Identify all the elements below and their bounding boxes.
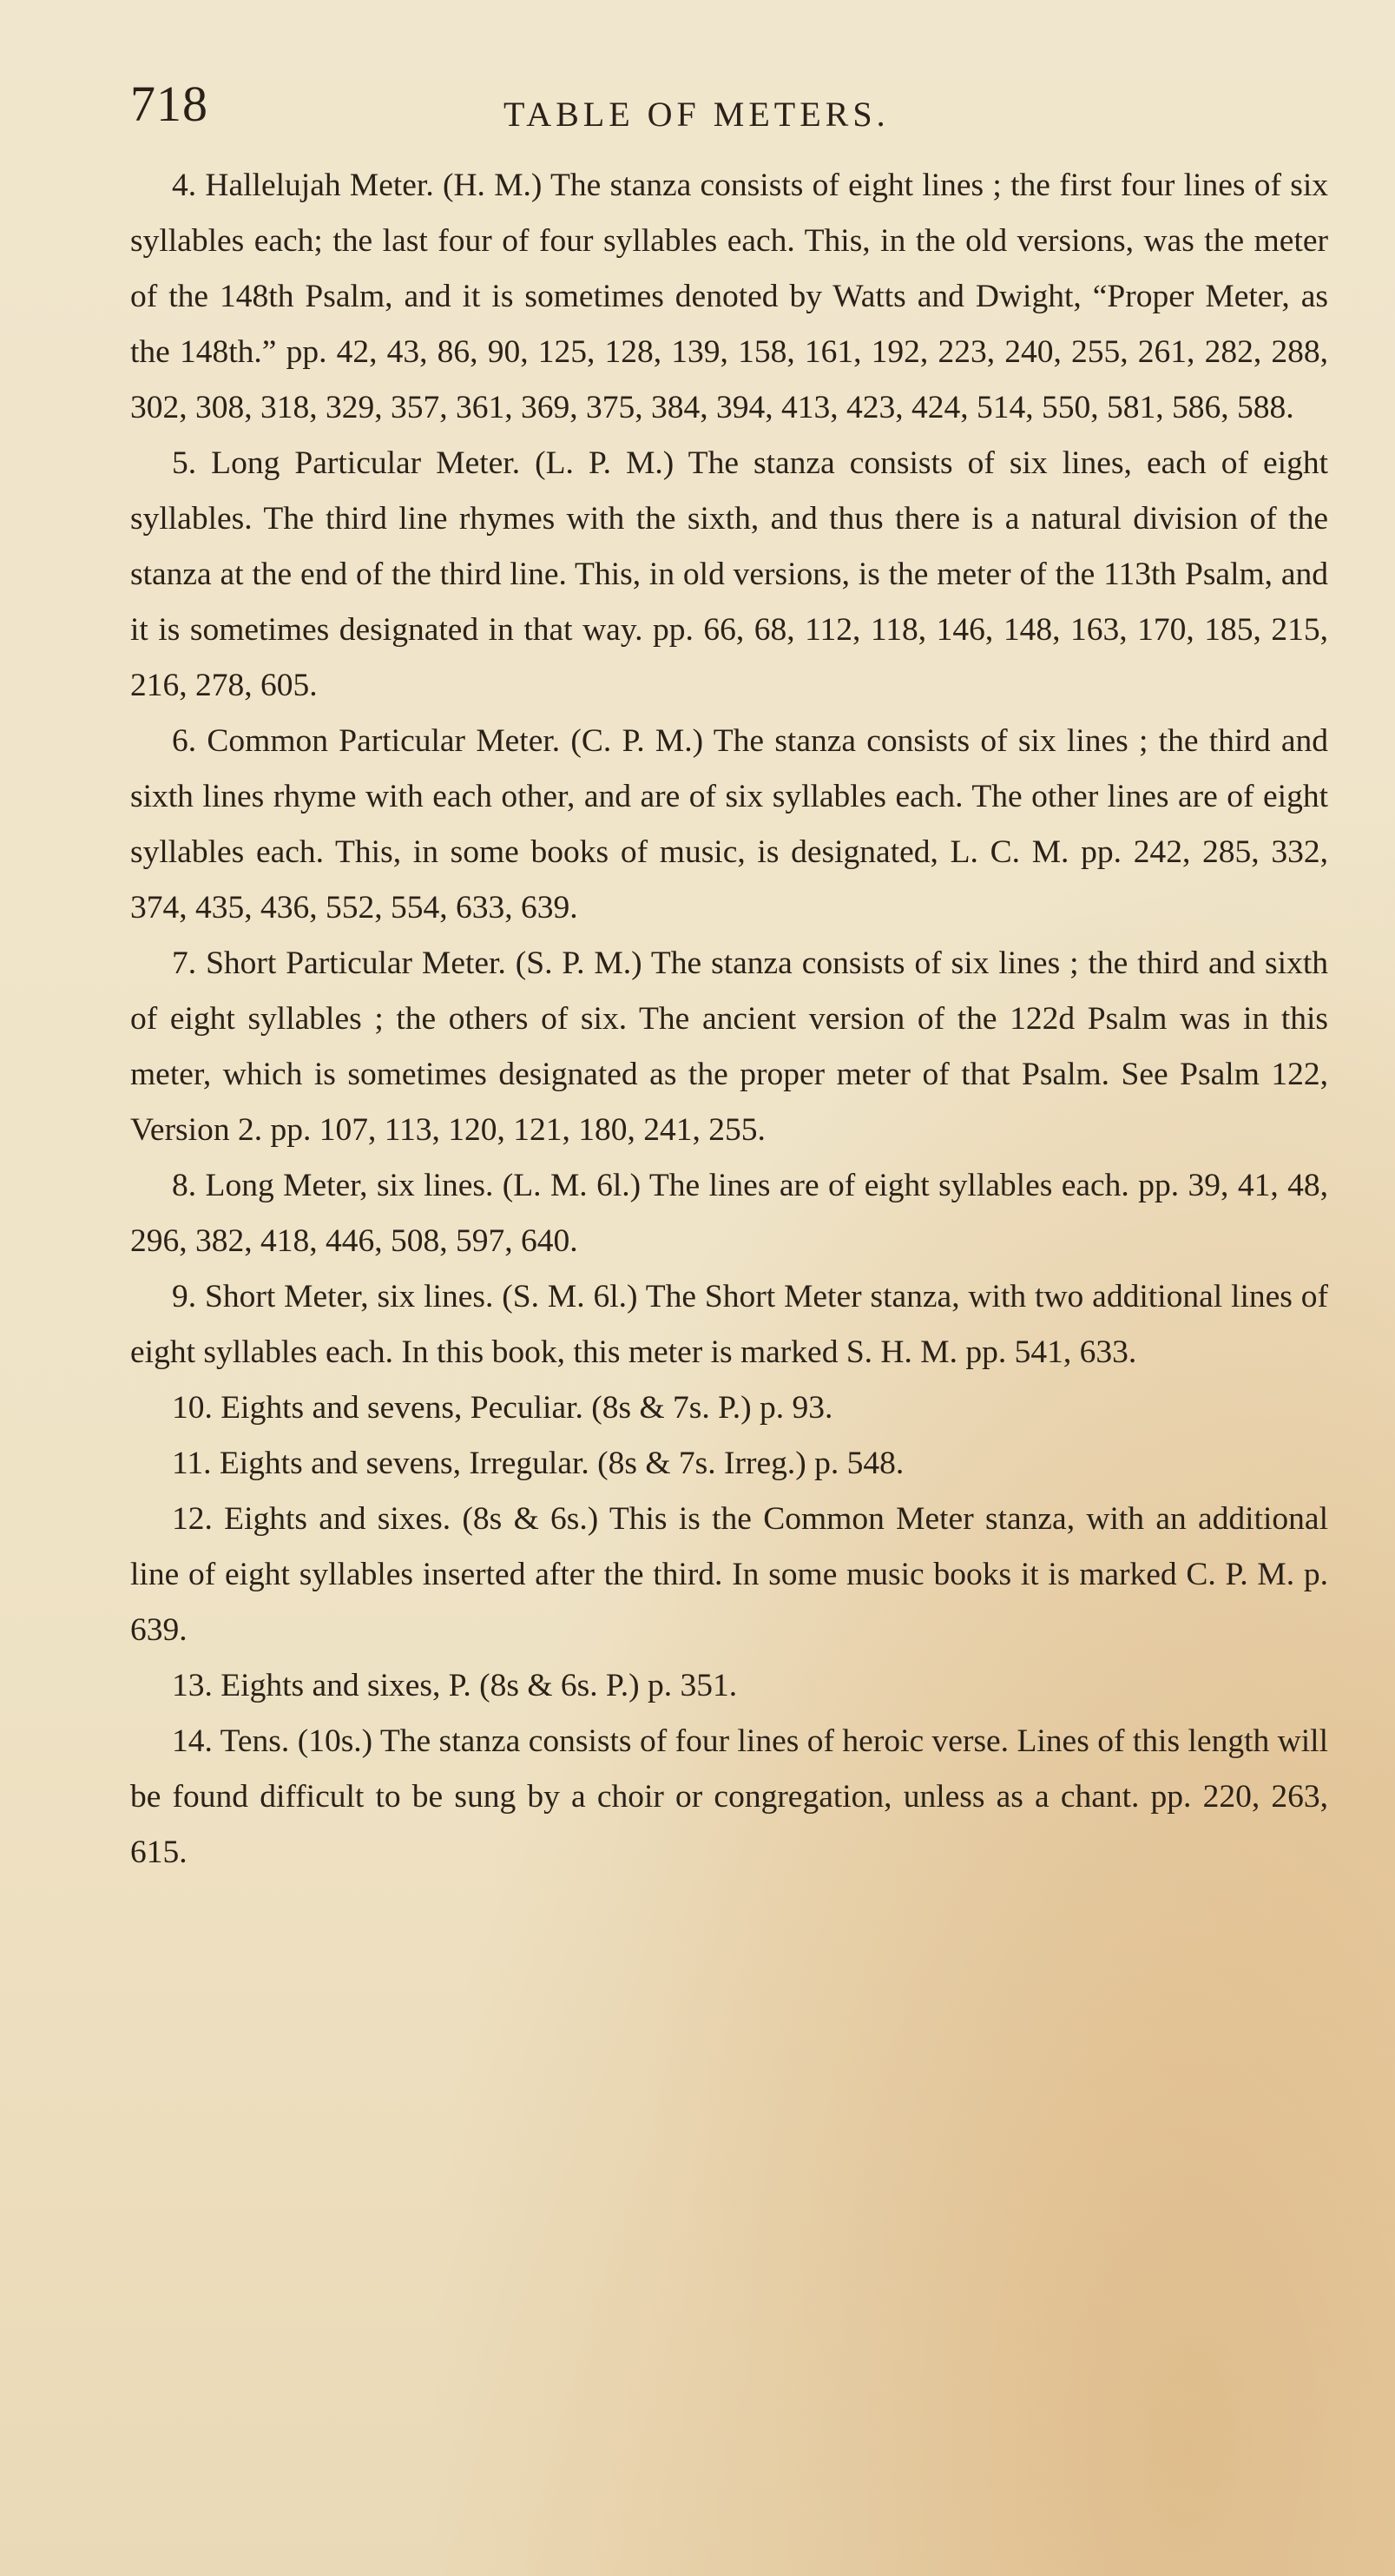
meter-entry-eights-sixes-p: 13. Eights and sixes, P. (8s & 6s. P.) p. 351. — [172, 1668, 738, 1703]
meter-entry-eights-sevens-peculiar: 10. Eights and sevens, Peculiar. (8s & 7s. P.) p. 93. — [172, 1390, 833, 1426]
running-title: TABLE OF METERS. — [503, 95, 890, 134]
meter-entry-eights-sevens-irregular: 11. Eights and sevens, Irregular. (8s & 7s. Irreg.) p. 548. — [172, 1446, 905, 1481]
meter-entry-tens: 14. Tens. (10s.) The stanza consists of four lines of heroic verse. Lines of this length will be found difficult to be sung by a choir or congregation, unless as a chant. pp. 220, 263, 615. — [130, 1723, 1328, 1870]
meter-entry-long-particular: 5. Long Particular Meter. (L. P. M.) The stanza consists of six lines, each of eight syllables. The third line rhymes with the sixth, and thus there is a natural division of the stanza at the end of the third line. This, in old versions, is the meter of the 113th Psalm, and it is sometimes designated in that way. pp. 66, 68, 112, 118, 146, 148, 163, 170, 185, 215, 216, 278, 605. — [130, 445, 1328, 703]
meter-entry-common-particular: 6. Common Particular Meter. (C. P. M.) The stanza consists of six lines ; the third and sixth lines rhyme with each other, and are of six syllables each. The other lines are of eight syllables each. This, in some books of music, is designated, L. C. M. pp. 242, 285, 332, 374, 435, 436, 552, 554, 633, 639. — [130, 723, 1328, 926]
meter-entry-short-particular: 7. Short Particular Meter. (S. P. M.) The stanza consists of six lines ; the third and sixth of eight syllables ; the others of six. The ancient version of the 122d Psalm was in this meter, which is sometimes designated as the proper meter of that Psalm. See Psalm 122, Version 2. pp. 107, 113, 120, 121, 180, 241, 255. — [130, 945, 1328, 1148]
meter-entry-eights-sixes: 12. Eights and sixes. (8s & 6s.) This is the Common Meter stanza, with an additional line of eight syllables inserted after the third. In some music books it is marked C. P. M. p. 639. — [130, 1501, 1328, 1648]
meter-entry-long-six-lines: 8. Long Meter, six lines. (L. M. 6l.) The lines are of eight syllables each. pp. 39, 41, 48, 296, 382, 418, 446, 508, 597, 640. — [130, 1168, 1328, 1259]
meter-entries — [130, 158, 1328, 1881]
meter-entry-hallelujah: 4. Hallelujah Meter. (H. M.) The stanza consists of eight lines ; the first four lines of six syllables each; the last four of four syllables each. This, in the old versions, was the meter of the 148th Psalm, and it is sometimes denoted by Watts and Dwight, “Proper Meter, as the 148th.” pp. 42, 43, 86, 90, 125, 128, 139, 158, 161, 192, 223, 240, 255, 261, 282, 288, 302, 308, 318, 329, 357, 361, 369, 375, 384, 394, 413, 423, 424, 514, 550, 581, 586, 588. — [130, 168, 1328, 425]
page-header — [130, 69, 1319, 139]
page-number: 718 — [130, 76, 208, 132]
meter-entry-short-six-lines: 9. Short Meter, six lines. (S. M. 6l.) The Short Meter stanza, with two additional lines of eight syllables each. In this book, this meter is marked S. H. M. pp. 541, 633. — [130, 1279, 1328, 1370]
